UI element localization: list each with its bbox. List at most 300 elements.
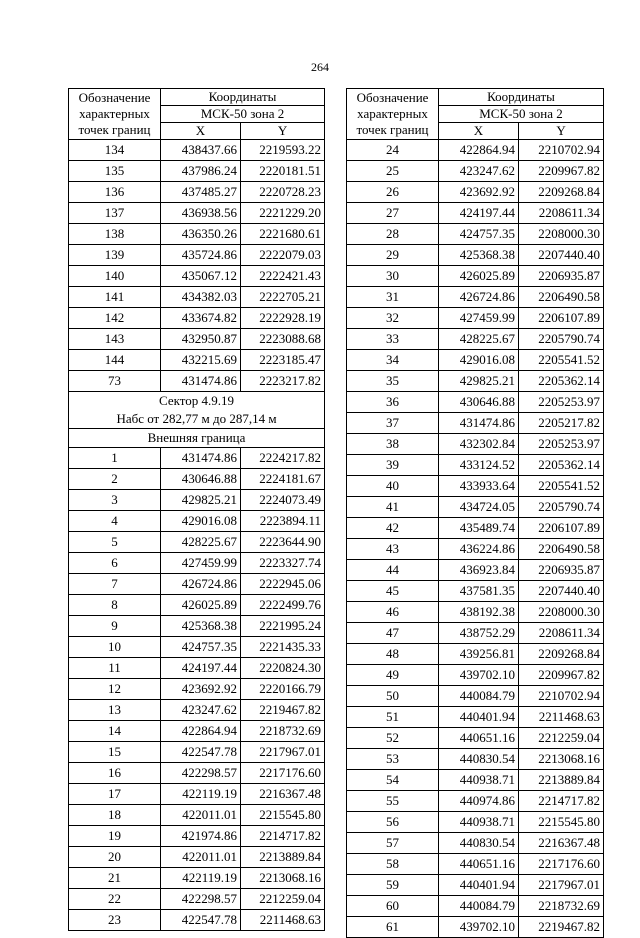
point-id-cell: 10 [69,637,161,658]
point-id-cell: 143 [69,329,161,350]
designation-header-line1: Обозначение [78,90,151,105]
x-header: X [439,123,519,140]
y-coordinate-cell: 2208000.30 [519,602,604,623]
point-id-cell: 11 [69,658,161,679]
table-row [347,518,604,539]
y-coordinate-cell: 2205253.97 [519,392,604,413]
x-coordinate-cell: 435067.12 [161,266,241,287]
table-row [69,637,325,658]
y-coordinate-cell: 2211468.63 [519,707,604,728]
x-coordinate-cell: 440084.79 [439,686,519,707]
point-id-cell: 16 [69,763,161,784]
x-coordinate-cell: 426025.89 [161,595,241,616]
x-coordinate-cell: 432302.84 [439,434,519,455]
table-row [69,868,325,889]
y-coordinate-cell: 2224181.67 [241,469,325,490]
x-coordinate-cell: 436938.56 [161,203,241,224]
table-row [69,553,325,574]
point-id-cell: 135 [69,161,161,182]
point-id-cell: 29 [347,245,439,266]
x-coordinate-cell: 440651.16 [439,854,519,875]
x-coordinate-cell: 433124.52 [439,455,519,476]
x-coordinate-cell: 437986.24 [161,161,241,182]
x-coordinate-cell: 423692.92 [161,679,241,700]
x-coordinate-cell: 438752.29 [439,623,519,644]
x-coordinate-cell: 429016.08 [161,511,241,532]
x-coordinate-cell: 423247.62 [161,700,241,721]
x-coordinate-cell: 422864.94 [439,140,519,161]
point-id-cell: 6 [69,553,161,574]
sector-subtitle: Набс от 282,77 м до 287,14 м [116,411,277,426]
point-id-cell: 43 [347,539,439,560]
x-coordinate-cell: 424197.44 [439,203,519,224]
point-id-cell: 136 [69,182,161,203]
table-row [347,350,604,371]
y-coordinate-cell: 2209967.82 [519,665,604,686]
x-coordinate-cell: 440938.71 [439,770,519,791]
table-row [347,602,604,623]
point-id-cell: 142 [69,308,161,329]
y-coordinate-cell: 2210702.94 [519,686,604,707]
designation-header [69,89,161,140]
x-coordinate-cell: 438192.38 [439,602,519,623]
x-coordinate-cell: 433674.82 [161,308,241,329]
y-coordinate-cell: 2220728.23 [241,182,325,203]
y-coordinate-cell: 2222421.43 [241,266,325,287]
y-coordinate-cell: 2218732.69 [519,896,604,917]
x-coordinate-cell: 430646.88 [161,469,241,490]
y-coordinate-cell: 2217176.60 [241,763,325,784]
table-row [347,140,604,161]
x-coordinate-cell: 436224.86 [439,539,519,560]
y-coordinate-cell: 2215545.80 [519,812,604,833]
table-row [347,476,604,497]
table-row [69,847,325,868]
x-coordinate-cell: 424757.35 [439,224,519,245]
x-coordinate-cell: 426025.89 [439,266,519,287]
y-coordinate-cell: 2212259.04 [519,728,604,749]
table-row [347,497,604,518]
table-row [347,455,604,476]
point-id-cell: 19 [69,826,161,847]
x-coordinate-cell: 426724.86 [439,287,519,308]
point-id-cell: 49 [347,665,439,686]
coords-header-line1: Координаты [161,89,325,106]
point-id-cell: 51 [347,707,439,728]
point-id-cell: 39 [347,455,439,476]
table-row [69,910,325,931]
x-coordinate-cell: 427459.99 [439,308,519,329]
y-coordinate-cell: 2213889.84 [519,770,604,791]
sector-title: Сектор 4.9.19 [159,393,235,408]
table-row [347,371,604,392]
outer-boundary-label: Внешняя граница [69,429,325,448]
x-coordinate-cell: 438437.66 [161,140,241,161]
y-coordinate-cell: 2222705.21 [241,287,325,308]
point-id-cell: 58 [347,854,439,875]
page-number: 264 [311,60,329,74]
y-coordinate-cell: 2220181.51 [241,161,325,182]
point-id-cell: 12 [69,679,161,700]
point-id-cell: 2 [69,469,161,490]
table-row [69,532,325,553]
point-id-cell: 56 [347,812,439,833]
x-coordinate-cell: 440938.71 [439,812,519,833]
x-coordinate-cell: 439256.81 [439,644,519,665]
x-coordinate-cell: 437581.35 [439,581,519,602]
table-row [69,371,325,392]
x-coordinate-cell: 428225.67 [439,329,519,350]
y-coordinate-cell: 2221435.33 [241,637,325,658]
table-row [347,287,604,308]
y-coordinate-cell: 2206107.89 [519,518,604,539]
point-id-cell: 9 [69,616,161,637]
table-row [347,812,604,833]
point-id-cell: 4 [69,511,161,532]
y-coordinate-cell: 2217967.01 [241,742,325,763]
table-row [69,224,325,245]
point-id-cell: 15 [69,742,161,763]
table-row [347,686,604,707]
point-id-cell: 41 [347,497,439,518]
table-row [69,511,325,532]
x-coordinate-cell: 422011.01 [161,805,241,826]
table-row [69,448,325,469]
x-coordinate-cell: 434382.03 [161,287,241,308]
y-coordinate-cell: 2217176.60 [519,854,604,875]
point-id-cell: 40 [347,476,439,497]
x-coordinate-cell: 425368.38 [161,616,241,637]
point-id-cell: 50 [347,686,439,707]
y-coordinate-cell: 2222928.19 [241,308,325,329]
x-coordinate-cell: 429016.08 [439,350,519,371]
y-coordinate-cell: 2222079.03 [241,245,325,266]
y-header: Y [241,123,325,140]
point-id-cell: 54 [347,770,439,791]
point-id-cell: 36 [347,392,439,413]
table-row [347,203,604,224]
y-coordinate-cell: 2206935.87 [519,560,604,581]
point-id-cell: 21 [69,868,161,889]
y-coordinate-cell: 2209268.84 [519,644,604,665]
y-coordinate-cell: 2208611.34 [519,203,604,224]
point-id-cell: 24 [347,140,439,161]
y-coordinate-cell: 2219467.82 [241,700,325,721]
x-coordinate-cell: 424197.44 [161,658,241,679]
table-row [347,644,604,665]
point-id-cell: 57 [347,833,439,854]
x-coordinate-cell: 439702.10 [439,917,519,938]
point-id-cell: 33 [347,329,439,350]
table-row [347,728,604,749]
coords-header-line2: МСК-50 зона 2 [161,106,325,123]
y-coordinate-cell: 2217967.01 [519,875,604,896]
point-id-cell: 34 [347,350,439,371]
table-row [69,889,325,910]
y-coordinate-cell: 2210702.94 [519,140,604,161]
y-coordinate-cell: 2207440.40 [519,581,604,602]
x-coordinate-cell: 435489.74 [439,518,519,539]
point-id-cell: 38 [347,434,439,455]
table-row [347,266,604,287]
x-coordinate-cell: 433933.64 [439,476,519,497]
x-coordinate-cell: 422011.01 [161,847,241,868]
table-row [69,721,325,742]
table-row [347,707,604,728]
y-coordinate-cell: 2205253.97 [519,434,604,455]
table-row [347,224,604,245]
y-coordinate-cell: 2213068.16 [241,868,325,889]
y-coordinate-cell: 2221680.61 [241,224,325,245]
point-id-cell: 31 [347,287,439,308]
table-row [69,595,325,616]
y-coordinate-cell: 2219467.82 [519,917,604,938]
table-row [347,854,604,875]
y-coordinate-cell: 2205541.52 [519,350,604,371]
x-coordinate-cell: 422298.57 [161,763,241,784]
x-coordinate-cell: 429825.21 [161,490,241,511]
table-row [69,574,325,595]
table-row [347,917,604,938]
coordinates-table-left [68,88,325,931]
x-coordinate-cell: 424757.35 [161,637,241,658]
x-header: X [161,123,241,140]
x-coordinate-cell: 428225.67 [161,532,241,553]
y-coordinate-cell: 2221995.24 [241,616,325,637]
table-row [347,623,604,644]
point-id-cell: 5 [69,532,161,553]
x-coordinate-cell: 440401.94 [439,875,519,896]
x-coordinate-cell: 440651.16 [439,728,519,749]
y-coordinate-cell: 2206490.58 [519,287,604,308]
point-id-cell: 27 [347,203,439,224]
x-coordinate-cell: 436350.26 [161,224,241,245]
point-id-cell: 141 [69,287,161,308]
x-coordinate-cell: 429825.21 [439,371,519,392]
x-coordinate-cell: 422547.78 [161,742,241,763]
table-row [69,245,325,266]
designation-header-line3: точек границ [78,122,151,137]
y-coordinate-cell: 2209967.82 [519,161,604,182]
table-row [347,161,604,182]
point-id-cell: 17 [69,784,161,805]
y-coordinate-cell: 2224073.49 [241,490,325,511]
y-coordinate-cell: 2209268.84 [519,182,604,203]
point-id-cell: 22 [69,889,161,910]
point-id-cell: 13 [69,700,161,721]
y-coordinate-cell: 2224217.82 [241,448,325,469]
table-row [347,413,604,434]
table-row [347,245,604,266]
x-coordinate-cell: 431474.86 [439,413,519,434]
table-row [69,658,325,679]
table-row [347,791,604,812]
y-coordinate-cell: 2205790.74 [519,497,604,518]
point-id-cell: 3 [69,490,161,511]
point-id-cell: 144 [69,350,161,371]
x-coordinate-cell: 422547.78 [161,910,241,931]
table-row [69,763,325,784]
x-coordinate-cell: 422119.19 [161,868,241,889]
table-row [347,896,604,917]
y-coordinate-cell: 2206935.87 [519,266,604,287]
x-coordinate-cell: 437485.27 [161,182,241,203]
y-coordinate-cell: 2223644.90 [241,532,325,553]
table-row [347,182,604,203]
designation-header-line2: характерных [79,106,150,121]
y-coordinate-cell: 2206490.58 [519,539,604,560]
y-coordinate-cell: 2222499.76 [241,595,325,616]
x-coordinate-cell: 434724.05 [439,497,519,518]
designation-header [347,89,439,140]
y-coordinate-cell: 2223327.74 [241,553,325,574]
y-coordinate-cell: 2205790.74 [519,329,604,350]
table-row [347,749,604,770]
table-row [347,308,604,329]
y-coordinate-cell: 2222945.06 [241,574,325,595]
point-id-cell: 61 [347,917,439,938]
header-row [347,89,604,106]
point-id-cell: 35 [347,371,439,392]
table-row [69,616,325,637]
table-row [347,560,604,581]
table-row [69,203,325,224]
x-coordinate-cell: 440401.94 [439,707,519,728]
y-coordinate-cell: 2213889.84 [241,847,325,868]
x-coordinate-cell: 440974.86 [439,791,519,812]
point-id-cell: 138 [69,224,161,245]
x-coordinate-cell: 423247.62 [439,161,519,182]
x-coordinate-cell: 435724.86 [161,245,241,266]
table-row [69,490,325,511]
table-row [69,308,325,329]
point-id-cell: 46 [347,602,439,623]
table-row [69,329,325,350]
table-row [347,875,604,896]
y-coordinate-cell: 2207440.40 [519,245,604,266]
point-id-cell: 14 [69,721,161,742]
point-id-cell: 60 [347,896,439,917]
y-coordinate-cell: 2205541.52 [519,476,604,497]
table-row [347,833,604,854]
table-row [69,140,325,161]
point-id-cell: 20 [69,847,161,868]
designation-header-line2: характерных [357,106,428,121]
point-id-cell: 7 [69,574,161,595]
table-row [69,700,325,721]
point-id-cell: 30 [347,266,439,287]
y-coordinate-cell: 2211468.63 [241,910,325,931]
table-row [69,469,325,490]
table-row [69,805,325,826]
point-id-cell: 48 [347,644,439,665]
designation-header-line3: точек границ [356,122,429,137]
x-coordinate-cell: 425368.38 [439,245,519,266]
point-id-cell: 37 [347,413,439,434]
y-coordinate-cell: 2221229.20 [241,203,325,224]
table-row [69,266,325,287]
point-id-cell: 25 [347,161,439,182]
x-coordinate-cell: 431474.86 [161,448,241,469]
point-id-cell: 134 [69,140,161,161]
table-row [69,826,325,847]
x-coordinate-cell: 426724.86 [161,574,241,595]
point-id-cell: 137 [69,203,161,224]
y-coordinate-cell: 2220166.79 [241,679,325,700]
x-coordinate-cell: 427459.99 [161,553,241,574]
table-row [347,329,604,350]
table-row [347,770,604,791]
point-id-cell: 73 [69,371,161,392]
x-coordinate-cell: 430646.88 [439,392,519,413]
x-coordinate-cell: 422864.94 [161,721,241,742]
point-id-cell: 59 [347,875,439,896]
x-coordinate-cell: 436923.84 [439,560,519,581]
x-coordinate-cell: 440830.54 [439,749,519,770]
table-row [69,784,325,805]
table-row [69,161,325,182]
outer-boundary-label-row [69,429,325,448]
table-row [347,392,604,413]
y-coordinate-cell: 2208000.30 [519,224,604,245]
y-coordinate-cell: 2220824.30 [241,658,325,679]
point-id-cell: 8 [69,595,161,616]
y-coordinate-cell: 2212259.04 [241,889,325,910]
y-coordinate-cell: 2223185.47 [241,350,325,371]
x-coordinate-cell: 440084.79 [439,896,519,917]
y-coordinate-cell: 2206107.89 [519,308,604,329]
y-coordinate-cell: 2214717.82 [241,826,325,847]
y-coordinate-cell: 2214717.82 [519,791,604,812]
point-id-cell: 42 [347,518,439,539]
x-coordinate-cell: 439702.10 [439,665,519,686]
point-id-cell: 139 [69,245,161,266]
table-row [69,679,325,700]
table-row [69,742,325,763]
point-id-cell: 23 [69,910,161,931]
x-coordinate-cell: 432950.87 [161,329,241,350]
coords-header-line2: МСК-50 зона 2 [439,106,604,123]
y-coordinate-cell: 2205362.14 [519,371,604,392]
x-coordinate-cell: 431474.86 [161,371,241,392]
x-coordinate-cell: 422298.57 [161,889,241,910]
table-row [347,581,604,602]
designation-header-line1: Обозначение [356,90,429,105]
x-coordinate-cell: 440830.54 [439,833,519,854]
y-coordinate-cell: 2219593.22 [241,140,325,161]
table-row [69,182,325,203]
y-coordinate-cell: 2205217.82 [519,413,604,434]
y-coordinate-cell: 2216367.48 [519,833,604,854]
y-coordinate-cell: 2208611.34 [519,623,604,644]
table-row [347,665,604,686]
table-row [347,434,604,455]
y-header: Y [519,123,604,140]
point-id-cell: 45 [347,581,439,602]
point-id-cell: 44 [347,560,439,581]
y-coordinate-cell: 2215545.80 [241,805,325,826]
y-coordinate-cell: 2205362.14 [519,455,604,476]
table-row [347,539,604,560]
point-id-cell: 1 [69,448,161,469]
point-id-cell: 52 [347,728,439,749]
point-id-cell: 18 [69,805,161,826]
point-id-cell: 26 [347,182,439,203]
x-coordinate-cell: 432215.69 [161,350,241,371]
point-id-cell: 32 [347,308,439,329]
point-id-cell: 47 [347,623,439,644]
y-coordinate-cell: 2223894.11 [241,511,325,532]
